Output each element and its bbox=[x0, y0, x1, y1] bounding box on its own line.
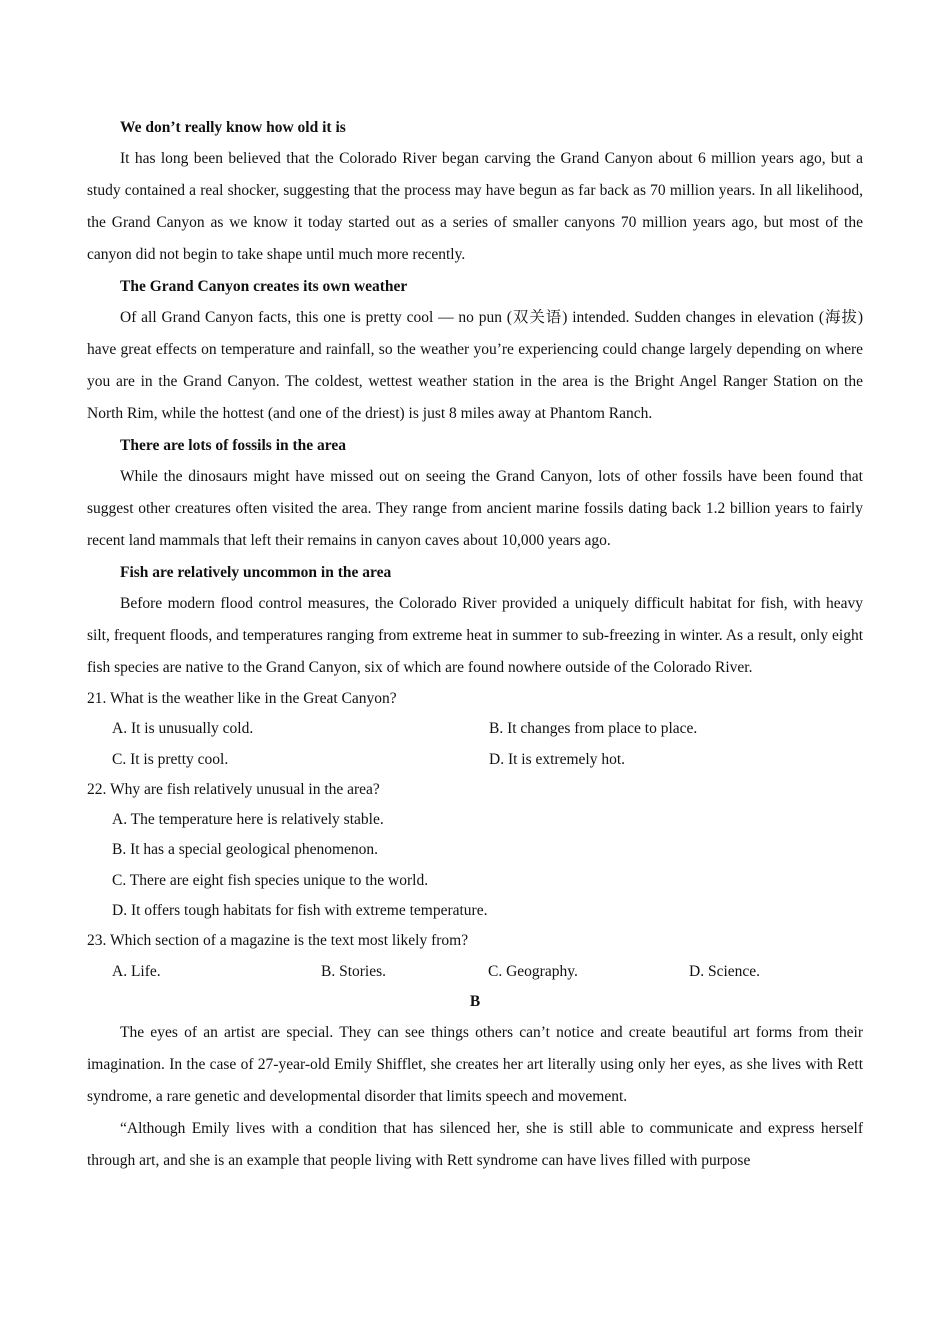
section-paragraph: It has long been believed that the Colorado River began carving the Grand Canyon about 6 million years ago, but a study contained a real shocker, suggesting that the process may have begun as far back as 70 million years. In all likelihood, the Grand Canyon as we know it today started out as a series of smaller canyons 70 million years ago, but most of the canyon did not begin to take shape until much more recently. bbox=[87, 150, 863, 263]
section-heading: Fish are relatively uncommon in the area bbox=[120, 564, 392, 581]
option-a: A. Life. bbox=[112, 962, 161, 980]
option-c: C. There are eight fish species unique to the world. bbox=[112, 871, 429, 889]
question-stem: 23. Which section of a magazine is the text most likely from? bbox=[87, 932, 469, 950]
question-22 bbox=[87, 775, 863, 926]
option-a: A. The temperature here is relatively stable. bbox=[112, 811, 384, 829]
option-d: D. It is extremely hot. bbox=[489, 750, 626, 768]
section-paragraph: Before modern flood control measures, the Colorado River provided a uniquely difficult habitat for fish, with heavy silt, frequent floods, and temperatures ranging from extreme heat in summer to sub-freezing in winter. As a result, only eight fish species are native to the Grand Canyon, six of which are found nowhere outside of the Colorado River. bbox=[87, 595, 863, 676]
passage-label: B bbox=[469, 992, 481, 1010]
question-stem: 22. Why are fish relatively unusual in the area? bbox=[87, 780, 380, 798]
passage-paragraph: The eyes of an artist are special. They can see things others can’t notice and create beautiful art forms from their imagination. In the case of 27-year-old Emily Shifflet, she creates her art literally using only her eyes, as she lives with Rett syndrome, a rare genetic and developmental disorder that limits speech and movement. bbox=[87, 1024, 863, 1106]
section-paragraph: Of all Grand Canyon facts, this one is pretty cool — no pun (双关语) intended. Sudden changes in elevation (海拔) have great effects on temperature and rainfall, so the weather you’re experiencing could change largely depending on where you are in the Grand Canyon. The coldest, wettest weather station in the area is the Bright Angel Ranger Station on the North Rim, while the hottest (and one of the driest) is just 8 miles away at Phantom Ranch. bbox=[87, 309, 863, 422]
section-paragraph: While the dinosaurs might have missed out on seeing the Grand Canyon, lots of other fossils have been found that suggest other creatures often visited the area. They range from ancient marine fossils dating back 1.2 billion years to fairly recent land mammals that left their remains in canyon caves about 10,000 years ago. bbox=[87, 468, 863, 549]
option-d: D. It offers tough habitats for fish with extreme temperature. bbox=[112, 902, 488, 920]
section-heading: There are lots of fossils in the area bbox=[120, 437, 347, 454]
option-d: D. Science. bbox=[689, 962, 761, 980]
question-23 bbox=[87, 926, 863, 987]
option-row bbox=[87, 745, 863, 775]
option-c: C. Geography. bbox=[488, 962, 578, 980]
section-heading: We don’t really know how old it is bbox=[120, 119, 346, 136]
section-heading: The Grand Canyon creates its own weather bbox=[120, 278, 408, 295]
document-page bbox=[87, 112, 863, 1177]
option-b: B. Stories. bbox=[321, 962, 387, 980]
option-c: C. It is pretty cool. bbox=[112, 750, 229, 768]
question-stem: 21. What is the weather like in the Great Canyon? bbox=[87, 690, 397, 707]
option-row bbox=[87, 714, 863, 744]
option-row bbox=[87, 957, 863, 987]
question-21 bbox=[87, 684, 863, 775]
passage-paragraph: “Although Emily lives with a condition that has silenced her, she is still able to communicate and express herself through art, and she is an example that people living with Rett syndrome can have lives filled with purpose bbox=[87, 1120, 863, 1170]
option-b: B. It has a special geological phenomenon. bbox=[112, 841, 379, 859]
option-b: B. It changes from place to place. bbox=[489, 720, 698, 738]
option-a: A. It is unusually cold. bbox=[112, 720, 254, 738]
